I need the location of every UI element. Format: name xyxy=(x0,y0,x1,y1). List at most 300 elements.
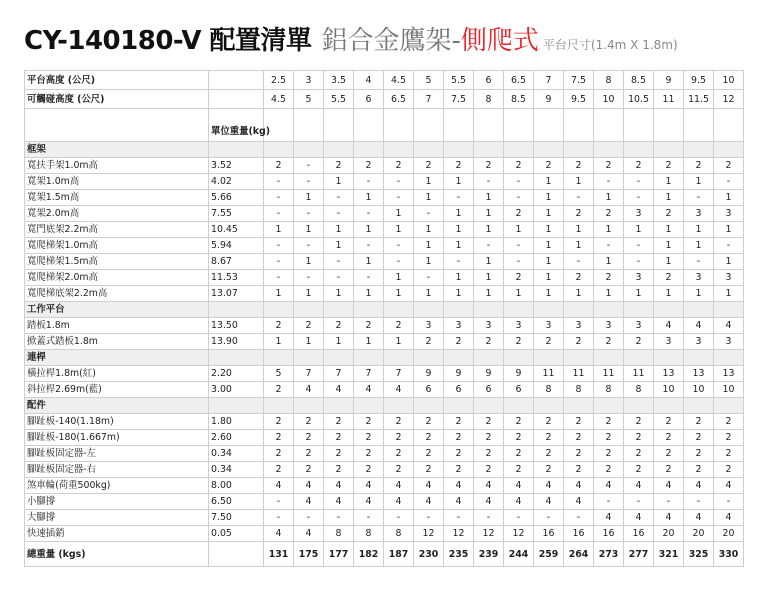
item-quantity: 1 xyxy=(384,222,414,238)
empty-cell xyxy=(354,142,384,158)
item-quantity: - xyxy=(504,190,534,206)
empty-cell xyxy=(624,350,654,366)
item-quantity: 2 xyxy=(594,206,624,222)
table-row xyxy=(25,526,744,542)
empty-cell xyxy=(264,302,294,318)
item-name: 寬扶手架1.0m高 xyxy=(25,158,209,174)
section-name: 框架 xyxy=(25,142,209,158)
item-quantity: 3 xyxy=(624,270,654,286)
item-quantity: 2 xyxy=(564,446,594,462)
item-quantity: 7 xyxy=(384,366,414,382)
item-quantity: 3 xyxy=(654,334,684,350)
item-quantity: 3 xyxy=(684,206,714,222)
empty-cell xyxy=(714,350,744,366)
item-quantity: 6 xyxy=(414,382,444,398)
item-quantity: 4 xyxy=(624,510,654,526)
platform-height-label: 平台高度 (公尺) xyxy=(25,71,209,90)
title-product-name: 鋁合金鷹架- xyxy=(321,26,461,56)
item-quantity: 1 xyxy=(594,286,624,302)
table-row xyxy=(25,270,744,286)
item-quantity: - xyxy=(264,206,294,222)
item-quantity: 2 xyxy=(354,414,384,430)
item-unit-weight: 5.94 xyxy=(209,238,264,254)
item-quantity: - xyxy=(504,174,534,190)
item-quantity: 2 xyxy=(324,446,354,462)
empty-cell xyxy=(624,398,654,414)
total-weight-value: 235 xyxy=(444,542,474,567)
item-quantity: 2 xyxy=(594,270,624,286)
item-quantity: 1 xyxy=(534,190,564,206)
item-quantity: 2 xyxy=(384,462,414,478)
item-quantity: 1 xyxy=(534,206,564,222)
item-quantity: 2 xyxy=(324,430,354,446)
total-weight-value: 330 xyxy=(714,542,744,567)
platform-height-row xyxy=(25,71,744,90)
item-quantity: 4 xyxy=(624,478,654,494)
item-quantity: 4 xyxy=(414,494,444,510)
item-quantity: 2 xyxy=(504,158,534,174)
reach-height-value: 10.5 xyxy=(624,90,654,109)
total-weight-value: 131 xyxy=(264,542,294,567)
item-quantity: - xyxy=(354,174,384,190)
total-weight-value: 277 xyxy=(624,542,654,567)
total-weight-value: 187 xyxy=(384,542,414,567)
total-weight-value: 230 xyxy=(414,542,444,567)
empty-cell xyxy=(414,142,444,158)
item-quantity: 12 xyxy=(444,526,474,542)
item-quantity: - xyxy=(264,494,294,510)
empty-cell xyxy=(324,350,354,366)
item-quantity: - xyxy=(684,190,714,206)
reach-height-label: 可觸碰高度 (公尺) xyxy=(25,90,209,109)
item-quantity: 2 xyxy=(714,462,744,478)
item-quantity: 2 xyxy=(294,414,324,430)
empty-cell xyxy=(654,350,684,366)
empty-cell xyxy=(414,398,444,414)
item-quantity: 8 xyxy=(624,382,654,398)
item-quantity: 4 xyxy=(654,478,684,494)
item-quantity: 2 xyxy=(384,158,414,174)
empty-cell xyxy=(534,142,564,158)
platform-height-value: 4 xyxy=(354,71,384,90)
item-quantity: - xyxy=(324,270,354,286)
item-name: 大腳撐 xyxy=(25,510,209,526)
item-quantity: 9 xyxy=(474,366,504,382)
item-quantity: 1 xyxy=(654,190,684,206)
item-quantity: 1 xyxy=(384,206,414,222)
item-quantity: 4 xyxy=(564,494,594,510)
item-quantity: - xyxy=(294,510,324,526)
item-unit-weight: 13.07 xyxy=(209,286,264,302)
item-quantity: 4 xyxy=(384,494,414,510)
item-quantity: - xyxy=(414,270,444,286)
reach-height-value: 9.5 xyxy=(564,90,594,109)
empty-cell xyxy=(414,302,444,318)
item-quantity: 2 xyxy=(294,446,324,462)
item-quantity: 2 xyxy=(684,158,714,174)
configuration-table xyxy=(24,70,744,567)
item-quantity: 1 xyxy=(654,174,684,190)
item-quantity: 1 xyxy=(474,270,504,286)
reach-height-value: 7.5 xyxy=(444,90,474,109)
item-quantity: 2 xyxy=(354,430,384,446)
item-unit-weight: 0.34 xyxy=(209,462,264,478)
empty-cell xyxy=(684,109,714,142)
item-quantity: 4 xyxy=(264,526,294,542)
reach-height-value: 12 xyxy=(714,90,744,109)
item-quantity: 1 xyxy=(654,222,684,238)
item-quantity: 2 xyxy=(354,158,384,174)
item-quantity: 1 xyxy=(354,190,384,206)
total-weight-value: 177 xyxy=(324,542,354,567)
item-quantity: 1 xyxy=(534,222,564,238)
item-quantity: 4 xyxy=(474,494,504,510)
item-quantity: 2 xyxy=(714,446,744,462)
platform-height-value: 3.5 xyxy=(324,71,354,90)
platform-height-value: 9 xyxy=(654,71,684,90)
item-quantity: 2 xyxy=(264,158,294,174)
item-quantity: 2 xyxy=(264,446,294,462)
item-quantity: - xyxy=(444,190,474,206)
item-quantity: 2 xyxy=(264,414,294,430)
item-name: 橫拉桿1.8m(紅) xyxy=(25,366,209,382)
item-quantity: - xyxy=(324,206,354,222)
item-quantity: 8 xyxy=(384,526,414,542)
item-quantity: 1 xyxy=(324,286,354,302)
item-quantity: 2 xyxy=(594,446,624,462)
item-quantity: 2 xyxy=(654,206,684,222)
item-quantity: - xyxy=(654,494,684,510)
item-quantity: 1 xyxy=(444,206,474,222)
item-quantity: 1 xyxy=(414,190,444,206)
item-quantity: 1 xyxy=(684,238,714,254)
item-quantity: 13 xyxy=(714,366,744,382)
item-quantity: 12 xyxy=(504,526,534,542)
empty-cell xyxy=(684,398,714,414)
empty-cell xyxy=(324,142,354,158)
item-quantity: 3 xyxy=(474,318,504,334)
table-row xyxy=(25,366,744,382)
empty-cell xyxy=(534,109,564,142)
empty-cell xyxy=(714,109,744,142)
section-header xyxy=(25,142,744,158)
item-quantity: 2 xyxy=(654,270,684,286)
item-quantity: - xyxy=(444,254,474,270)
empty-cell xyxy=(324,109,354,142)
total-weight-value: 325 xyxy=(684,542,714,567)
item-quantity: 2 xyxy=(654,414,684,430)
item-unit-weight: 1.80 xyxy=(209,414,264,430)
empty-cell xyxy=(444,109,474,142)
total-weight-value: 175 xyxy=(294,542,324,567)
item-quantity: 1 xyxy=(354,254,384,270)
item-quantity: - xyxy=(474,174,504,190)
platform-height-value: 5.5 xyxy=(444,71,474,90)
item-quantity: - xyxy=(684,254,714,270)
empty-cell xyxy=(714,398,744,414)
item-quantity: 13 xyxy=(654,366,684,382)
platform-height-value: 7.5 xyxy=(564,71,594,90)
item-quantity: 4 xyxy=(684,318,714,334)
item-quantity: 4 xyxy=(294,494,324,510)
table-row xyxy=(25,238,744,254)
item-quantity: 2 xyxy=(684,462,714,478)
empty-cell xyxy=(564,398,594,414)
item-quantity: 2 xyxy=(714,430,744,446)
item-quantity: 2 xyxy=(534,414,564,430)
item-quantity: 9 xyxy=(444,366,474,382)
item-quantity: - xyxy=(384,238,414,254)
item-quantity: 2 xyxy=(594,462,624,478)
platform-height-value: 3 xyxy=(294,71,324,90)
item-quantity: 10 xyxy=(684,382,714,398)
item-quantity: 3 xyxy=(714,334,744,350)
item-quantity: 10 xyxy=(714,382,744,398)
item-quantity: - xyxy=(294,174,324,190)
empty-cell xyxy=(294,109,324,142)
item-quantity: 2 xyxy=(354,446,384,462)
empty-cell xyxy=(564,350,594,366)
item-quantity: - xyxy=(624,190,654,206)
page-title xyxy=(24,20,678,64)
item-quantity: 2 xyxy=(354,462,384,478)
item-quantity: 1 xyxy=(414,286,444,302)
item-unit-weight: 6.50 xyxy=(209,494,264,510)
item-quantity: 6 xyxy=(444,382,474,398)
item-name: 腳趾板固定器-右 xyxy=(25,462,209,478)
item-quantity: - xyxy=(714,494,744,510)
item-quantity: 2 xyxy=(264,462,294,478)
item-quantity: 4 xyxy=(714,318,744,334)
empty-cell xyxy=(384,398,414,414)
title-product-type: 側爬式 xyxy=(460,26,539,56)
item-quantity: - xyxy=(594,494,624,510)
item-quantity: 4 xyxy=(474,478,504,494)
item-quantity: 1 xyxy=(534,270,564,286)
reach-height-value: 6.5 xyxy=(384,90,414,109)
empty-cell xyxy=(474,398,504,414)
item-quantity: - xyxy=(564,254,594,270)
table-row xyxy=(25,174,744,190)
empty-cell xyxy=(474,142,504,158)
item-unit-weight: 13.90 xyxy=(209,334,264,350)
item-quantity: - xyxy=(564,510,594,526)
item-quantity: 1 xyxy=(684,174,714,190)
empty-cell xyxy=(444,142,474,158)
item-quantity: 1 xyxy=(354,334,384,350)
empty-cell xyxy=(384,109,414,142)
empty-cell xyxy=(714,142,744,158)
item-quantity: 2 xyxy=(384,414,414,430)
item-quantity: 3 xyxy=(684,334,714,350)
empty-cell xyxy=(324,398,354,414)
item-quantity: 4 xyxy=(684,478,714,494)
item-quantity: 1 xyxy=(564,222,594,238)
item-quantity: 1 xyxy=(474,190,504,206)
empty-cell xyxy=(444,302,474,318)
table-row xyxy=(25,494,744,510)
item-quantity: - xyxy=(414,510,444,526)
item-quantity: 2 xyxy=(564,158,594,174)
item-quantity: 1 xyxy=(564,174,594,190)
item-quantity: 2 xyxy=(474,158,504,174)
item-quantity: - xyxy=(504,254,534,270)
item-quantity: 3 xyxy=(684,270,714,286)
item-quantity: 2 xyxy=(594,430,624,446)
item-quantity: 1 xyxy=(294,190,324,206)
item-quantity: 1 xyxy=(624,286,654,302)
empty-cell xyxy=(684,302,714,318)
item-quantity: 2 xyxy=(504,430,534,446)
reach-height-value: 11.5 xyxy=(684,90,714,109)
item-quantity: 7 xyxy=(324,366,354,382)
item-quantity: 1 xyxy=(564,286,594,302)
item-quantity: 8 xyxy=(564,382,594,398)
item-name: 寬門底架2.2m高 xyxy=(25,222,209,238)
item-quantity: 2 xyxy=(264,430,294,446)
item-quantity: 2 xyxy=(294,462,324,478)
item-quantity: 1 xyxy=(444,238,474,254)
item-quantity: 1 xyxy=(324,238,354,254)
platform-height-value: 4.5 xyxy=(384,71,414,90)
section-header xyxy=(25,398,744,414)
item-quantity: 11 xyxy=(534,366,564,382)
item-quantity: 2 xyxy=(324,414,354,430)
table-row xyxy=(25,158,744,174)
item-quantity: 1 xyxy=(354,286,384,302)
item-quantity: 2 xyxy=(294,430,324,446)
empty-cell xyxy=(354,302,384,318)
item-quantity: - xyxy=(504,238,534,254)
item-quantity: - xyxy=(594,238,624,254)
item-name: 快速插銷 xyxy=(25,526,209,542)
item-quantity: 1 xyxy=(264,222,294,238)
item-name: 寬爬梯架1.0m高 xyxy=(25,238,209,254)
item-quantity: 2 xyxy=(624,334,654,350)
item-quantity: 1 xyxy=(384,334,414,350)
empty-cell xyxy=(264,350,294,366)
empty-cell xyxy=(624,302,654,318)
table-row xyxy=(25,414,744,430)
section-name: 工作平台 xyxy=(25,302,209,318)
item-quantity: 1 xyxy=(474,286,504,302)
section-header xyxy=(25,350,744,366)
total-weight-value: 244 xyxy=(504,542,534,567)
item-quantity: 2 xyxy=(624,158,654,174)
empty-cell xyxy=(264,142,294,158)
table-row xyxy=(25,462,744,478)
item-quantity: 4 xyxy=(714,510,744,526)
item-quantity: 4 xyxy=(354,382,384,398)
item-quantity: 12 xyxy=(414,526,444,542)
item-quantity: 11 xyxy=(594,366,624,382)
item-quantity: - xyxy=(534,510,564,526)
item-quantity: 2 xyxy=(684,414,714,430)
item-unit-weight: 2.20 xyxy=(209,366,264,382)
item-quantity: 3 xyxy=(714,270,744,286)
item-quantity: 2 xyxy=(444,158,474,174)
empty-cell xyxy=(354,350,384,366)
item-quantity: 1 xyxy=(354,222,384,238)
item-quantity: 4 xyxy=(444,494,474,510)
item-quantity: 9 xyxy=(504,366,534,382)
item-quantity: 1 xyxy=(474,206,504,222)
empty-cell xyxy=(354,109,384,142)
title-platform-size: 平台尺寸(1.4m X 1.8m) xyxy=(542,38,678,52)
empty-cell xyxy=(384,302,414,318)
item-quantity: 4 xyxy=(654,510,684,526)
empty-cell xyxy=(534,350,564,366)
item-quantity: 1 xyxy=(444,286,474,302)
reach-height-value: 11 xyxy=(654,90,684,109)
item-quantity: 1 xyxy=(264,286,294,302)
item-quantity: 2 xyxy=(324,318,354,334)
total-weight-value: 182 xyxy=(354,542,384,567)
total-weight-label: 總重量 (kgs) xyxy=(25,542,209,567)
table-row xyxy=(25,446,744,462)
empty-cell xyxy=(444,398,474,414)
empty-cell xyxy=(354,398,384,414)
item-quantity: 1 xyxy=(654,238,684,254)
item-name: 掀蓋式踏板1.8m xyxy=(25,334,209,350)
empty-cell xyxy=(624,109,654,142)
item-quantity: 2 xyxy=(534,462,564,478)
item-quantity: 1 xyxy=(534,286,564,302)
item-quantity: 20 xyxy=(714,526,744,542)
item-quantity: 2 xyxy=(474,334,504,350)
empty-cell xyxy=(474,302,504,318)
item-quantity: 4 xyxy=(354,478,384,494)
unit-weight-row xyxy=(25,109,744,142)
empty-cell xyxy=(209,90,264,109)
item-quantity: 2 xyxy=(564,414,594,430)
platform-height-value: 9.5 xyxy=(684,71,714,90)
item-quantity: 2 xyxy=(474,430,504,446)
empty-cell xyxy=(594,350,624,366)
empty-cell xyxy=(209,71,264,90)
item-quantity: 2 xyxy=(384,430,414,446)
item-quantity: 1 xyxy=(594,254,624,270)
item-unit-weight: 0.34 xyxy=(209,446,264,462)
item-quantity: 2 xyxy=(504,334,534,350)
empty-cell xyxy=(534,302,564,318)
item-name: 踏板1.8m xyxy=(25,318,209,334)
item-quantity: 4 xyxy=(594,478,624,494)
item-quantity: - xyxy=(624,174,654,190)
item-quantity: 2 xyxy=(474,414,504,430)
item-quantity: 1 xyxy=(294,254,324,270)
item-quantity: 2 xyxy=(474,446,504,462)
item-quantity: 2 xyxy=(564,430,594,446)
item-quantity: 2 xyxy=(624,446,654,462)
item-quantity: 1 xyxy=(474,222,504,238)
item-unit-weight: 10.45 xyxy=(209,222,264,238)
item-quantity: 4 xyxy=(534,494,564,510)
empty-cell xyxy=(654,142,684,158)
item-quantity: 2 xyxy=(534,430,564,446)
item-unit-weight: 3.00 xyxy=(209,382,264,398)
item-quantity: - xyxy=(714,238,744,254)
item-quantity: 2 xyxy=(654,158,684,174)
item-name: 腳趾板固定器-左 xyxy=(25,446,209,462)
item-quantity: 20 xyxy=(654,526,684,542)
empty-cell xyxy=(384,350,414,366)
item-quantity: 2 xyxy=(624,414,654,430)
item-unit-weight: 11.53 xyxy=(209,270,264,286)
item-quantity: 2 xyxy=(684,430,714,446)
empty-cell xyxy=(714,302,744,318)
platform-height-value: 8.5 xyxy=(624,71,654,90)
